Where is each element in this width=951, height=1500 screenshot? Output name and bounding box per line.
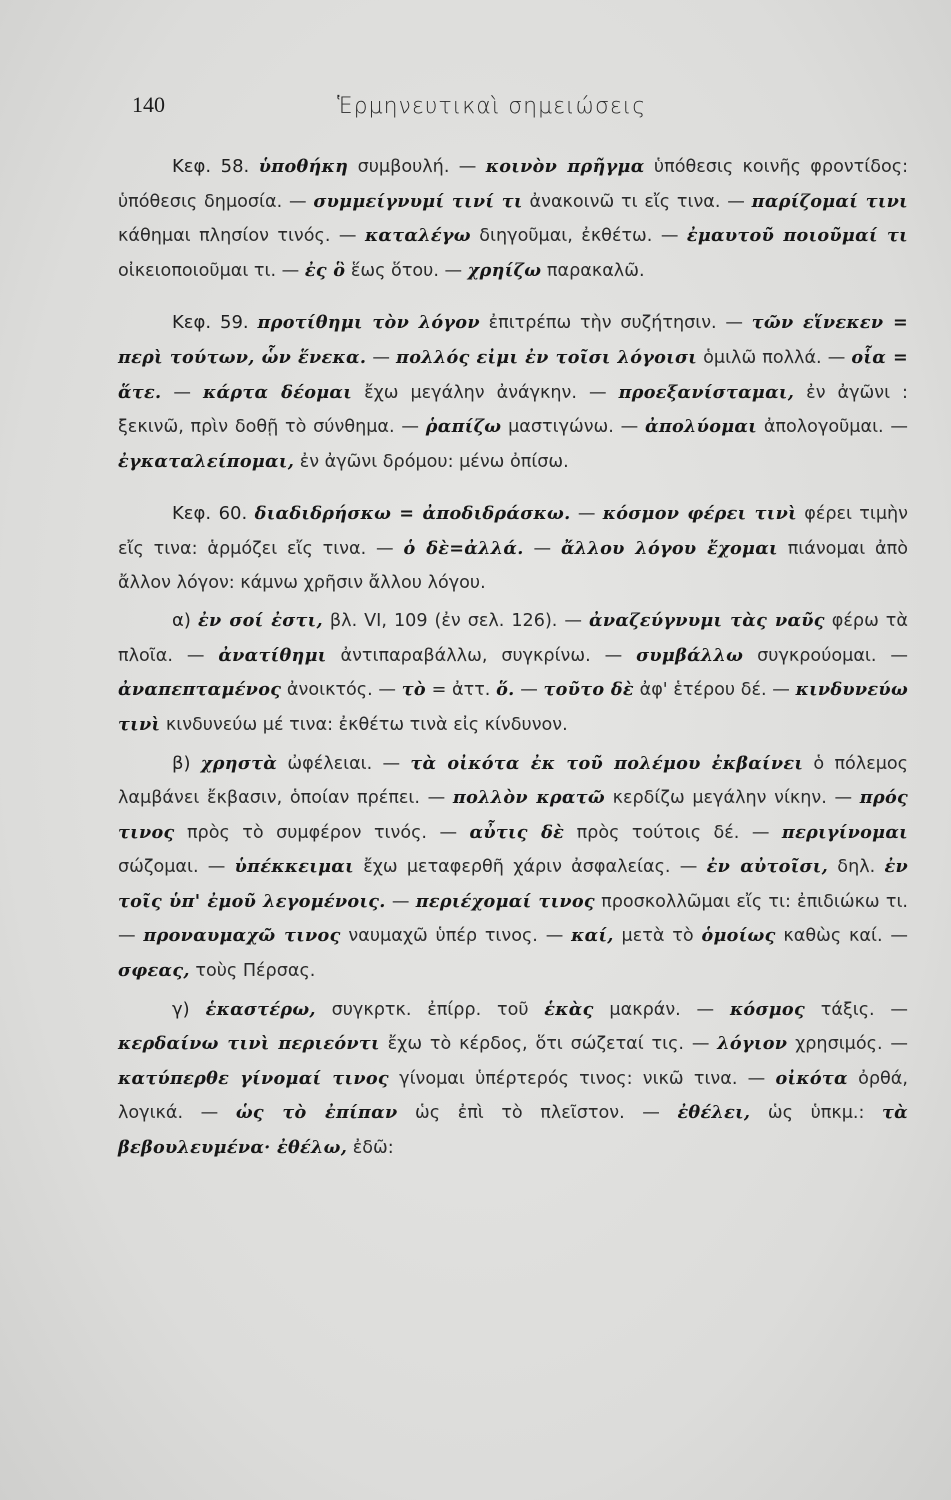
- lemma-term: ἀναζεύγνυμι τὰς ναῦς: [588, 610, 825, 632]
- gloss-text: συγκρτκ. ἐπίρρ. τοῦ: [315, 999, 545, 1020]
- lemma-term: πολλός εἰμι ἐν τοῖσι λόγοισι: [396, 346, 698, 368]
- gloss-text: μακράν. —: [593, 999, 730, 1020]
- gloss-text: ὑπόθεσις κοινῆς φροντίδος: ὑπόθεσις δημοσία. —: [118, 157, 908, 212]
- gloss-text: ἐν ἀγῶνι δρόμου: μένω ὀπίσω.: [294, 451, 569, 472]
- lemma-term: περιέχομαί τινος: [415, 890, 595, 912]
- lemma-term: χρηστὰ: [200, 752, 278, 774]
- lemma-term: ἀπολύομαι: [645, 416, 758, 438]
- lemma-term: περιγίνομαι: [781, 821, 908, 843]
- gloss-text: ὁμιλῶ πολλά. —: [697, 347, 852, 368]
- chapter-59-paragraph: [118, 306, 908, 479]
- gloss-text: ἀντιπαραβάλλω, συγκρίνω. —: [326, 645, 637, 666]
- gloss-text: γίνομαι ὑπέρτερός τινος: νικῶ τινα. —: [388, 1068, 776, 1089]
- lemma-term: καί,: [571, 925, 614, 947]
- lemma-term: οἷα = ἅτε.: [118, 346, 909, 403]
- page-number: 140: [132, 92, 165, 117]
- lemma-term: ἐθέλει,: [677, 1102, 751, 1124]
- lemma-term: κινδυνεύω τινὶ: [118, 679, 908, 735]
- gloss-text: ἐπιτρέπω τὴν συζήτησιν. —: [479, 313, 752, 334]
- lemma-term: ὁ δὲ=ἀλλά.: [403, 537, 524, 559]
- section-label: Κεφ. 60.: [172, 503, 255, 525]
- chapter-60-paragraph: [118, 497, 908, 600]
- gloss-text: —: [570, 504, 603, 525]
- lemma-term: κάρτα δέομαι: [203, 381, 353, 403]
- chapter-58-paragraph: [118, 150, 908, 288]
- gloss-text: πρὸς τὸ συμφέρον τινός. —: [174, 822, 470, 843]
- gloss-text: τάξις. —: [804, 999, 908, 1020]
- lemma-term: τοῦτο δὲ: [543, 679, 634, 701]
- running-title: Ἑρμηνευτικαὶ σημειώσεις: [337, 94, 647, 119]
- lemma-term: παρίζομαί τινι: [751, 190, 908, 212]
- gloss-text: φέρω τὰ πλοῖα. —: [118, 611, 908, 666]
- gloss-text: ὀρθά, λογικά. —: [118, 1068, 908, 1124]
- section-label: Κεφ. 59.: [172, 312, 258, 334]
- lemma-term: κόσμος: [729, 998, 805, 1020]
- lemma-term: ῥαπίζω: [425, 416, 502, 438]
- lemma-term: ἐν σοί ἐστι,: [198, 610, 323, 632]
- lemma-term: ἑκὰς: [544, 998, 594, 1020]
- gloss-text: ἔχω τὸ κέρδος, ὅτι σώζεταί τις. —: [379, 1034, 718, 1055]
- lemma-term: ὅ.: [496, 679, 515, 701]
- gloss-text: ὡς ὑπκμ.:: [750, 1103, 883, 1124]
- gloss-text: συμβουλή. —: [348, 157, 486, 177]
- section-label: Κεφ. 58.: [172, 156, 259, 177]
- gloss-text: διηγοῦμαι, ἐκθέτω. —: [470, 226, 687, 247]
- gloss-text: ἐδῶ:: [347, 1138, 394, 1159]
- lemma-term: πρός τινος: [118, 787, 909, 843]
- gloss-text: —: [385, 891, 416, 912]
- lemma-term: ὑπέκκειμαι: [234, 856, 354, 878]
- lemma-term: προναυμαχῶ τινος: [143, 925, 341, 947]
- gloss-text: ὡς ἐπὶ τὸ πλεῖστον. —: [397, 1103, 678, 1124]
- gloss-text: ἔχω μεγάλην ἀνάγκην. —: [352, 382, 619, 403]
- gloss-text: δηλ.: [828, 857, 885, 878]
- lemma-term: ἐγκαταλείπομαι,: [118, 450, 295, 472]
- gloss-text: βλ. VI, 109 (ἐν σελ. 126). —: [322, 611, 589, 632]
- section-c-paragraph: [118, 993, 908, 1166]
- gloss-text: καθὼς καί. —: [775, 926, 908, 947]
- gloss-text: χρησιμός. —: [787, 1034, 908, 1055]
- lemma-term: τὸ: [401, 679, 426, 701]
- gloss-text: ὁ πόλεμος λαμβάνει ἔκβασιν, ὁποίαν πρέπει. —: [118, 753, 909, 809]
- lemma-term: ἀνατίθημι: [218, 644, 327, 666]
- gloss-text: προσκολλῶμαι εἴς τι: ἐπιδιώκω τι. —: [118, 891, 908, 947]
- lemma-term: ἐν αὐτοῖσι,: [706, 856, 829, 878]
- gloss-text: ἀφ' ἑτέρου δέ. —: [633, 680, 796, 701]
- gloss-text: ὠφέλειαι. —: [277, 753, 411, 774]
- gloss-text: ἀνακοινῶ τι εἴς τινα. —: [522, 191, 752, 212]
- gloss-text: μετὰ τὸ: [613, 926, 702, 947]
- section-label: γ): [172, 998, 206, 1020]
- section-label: β): [172, 752, 201, 774]
- gloss-text: συγκρούομαι. —: [743, 645, 908, 666]
- gloss-text: οἰκειοποιοῦμαι τι. —: [118, 260, 305, 281]
- gloss-text: ἀνοικτός. —: [281, 680, 402, 701]
- gloss-text: τοὺς Πέρσας.: [189, 961, 316, 982]
- lemma-term: προτίθημι τὸν λόγον: [257, 312, 480, 334]
- section-label: α): [172, 610, 199, 632]
- gloss-text: κινδυνεύω μέ τινα: ἐκθέτω τινὰ εἰς κίνδυνον.: [160, 714, 568, 735]
- gloss-text: κερδίζω μεγάλην νίκην. —: [604, 788, 860, 809]
- lemma-term: ἄλλου λόγου ἔχομαι: [560, 537, 778, 559]
- gloss-text: πρὸς τούτοις δέ. —: [564, 822, 782, 843]
- lemma-term: κοινὸν πρῆγμα: [485, 156, 645, 177]
- gloss-text: ἕως ὅτου. —: [345, 260, 468, 281]
- gloss-text: —: [523, 538, 561, 559]
- lemma-term: κερδαίνω τινὶ περιεόντι: [118, 1033, 380, 1055]
- gloss-text: πιάνομαι ἀπὸ ἄλλον λόγον: κάμνω χρῆσιν ἄλλου λόγου.: [118, 538, 908, 593]
- gloss-text: σώζομαι. —: [118, 857, 235, 878]
- lemma-term: τῶν εἵνεκεν = περὶ τούτων, ὧν ἕνεκα.: [118, 312, 908, 368]
- lemma-term: ἑκαστέρω,: [205, 998, 316, 1020]
- lemma-term: ἐς ὃ: [304, 259, 346, 281]
- page-body: [118, 150, 908, 1166]
- lemma-term: λόγιον: [717, 1033, 788, 1055]
- gloss-text: —: [161, 382, 204, 403]
- gloss-text: ἔχω μεταφερθῆ χάριν ἀσφαλείας. —: [353, 857, 707, 878]
- lemma-term: κόσμον φέρει τινὶ: [602, 503, 797, 525]
- lemma-term: συμβάλλω: [636, 644, 744, 666]
- lemma-term: τὰ βεβουλευμένα· ἐθέλω,: [118, 1102, 908, 1159]
- gloss-text: κάθημαι πλησίον τινός. —: [118, 226, 365, 247]
- gloss-text: —: [366, 347, 397, 368]
- lemma-term: τὰ οἰκότα ἐκ τοῦ πολέμου ἐκβαίνει: [410, 752, 804, 774]
- gloss-text: ἀπολογοῦμαι. —: [757, 417, 908, 438]
- lemma-term: ἐμαυτοῦ ποιοῦμαί τι: [686, 225, 908, 247]
- gloss-text: φέρει τιμὴν εἴς τινα: ἁρμόζει εἴς τινα. —: [118, 504, 909, 559]
- lemma-term: προεξανίσταμαι,: [618, 381, 795, 403]
- section-b-paragraph: [118, 747, 908, 989]
- lemma-term: ὁμοίως: [701, 925, 776, 947]
- gloss-text: μαστιγώνω. —: [501, 417, 645, 438]
- lemma-term: κατύπερθε γίνομαί τινος: [118, 1067, 389, 1089]
- gloss-text: = ἀττ.: [425, 680, 497, 701]
- lemma-term: χρηίζω: [467, 259, 542, 281]
- lemma-term: ἐν τοῖς ὑπ' ἐμοῦ λεγομένοις.: [118, 856, 908, 912]
- lemma-term: ὡς τὸ ἐπίπαν: [235, 1102, 398, 1124]
- lemma-term: σφεας,: [118, 960, 190, 982]
- lemma-term: συμμείγνυμί τινί τι: [313, 190, 523, 212]
- lemma-term: πολλὸν κρατῶ: [452, 787, 605, 809]
- gloss-text: —: [514, 680, 544, 701]
- gloss-text: παρακαλῶ.: [541, 260, 645, 281]
- page-header: [132, 92, 892, 132]
- gloss-text: ἐν ἀγῶνι : ξεκινῶ, πρὶν δοθῇ τὸ σύνθημα. —: [118, 382, 908, 438]
- lemma-term: καταλέγω: [364, 225, 471, 247]
- lemma-term: αὖτις δὲ: [469, 821, 565, 843]
- gloss-text: ναυμαχῶ ὑπέρ τινος. —: [340, 926, 572, 947]
- lemma-term: ὑποθήκη: [258, 156, 349, 177]
- lemma-term: ἀναπεπταμένος: [118, 679, 282, 701]
- lemma-term: διαδιδρήσκω = ἀποδιδράσκω.: [254, 503, 571, 525]
- lemma-term: οἰκότα: [775, 1067, 848, 1089]
- section-a-paragraph: [118, 604, 908, 742]
